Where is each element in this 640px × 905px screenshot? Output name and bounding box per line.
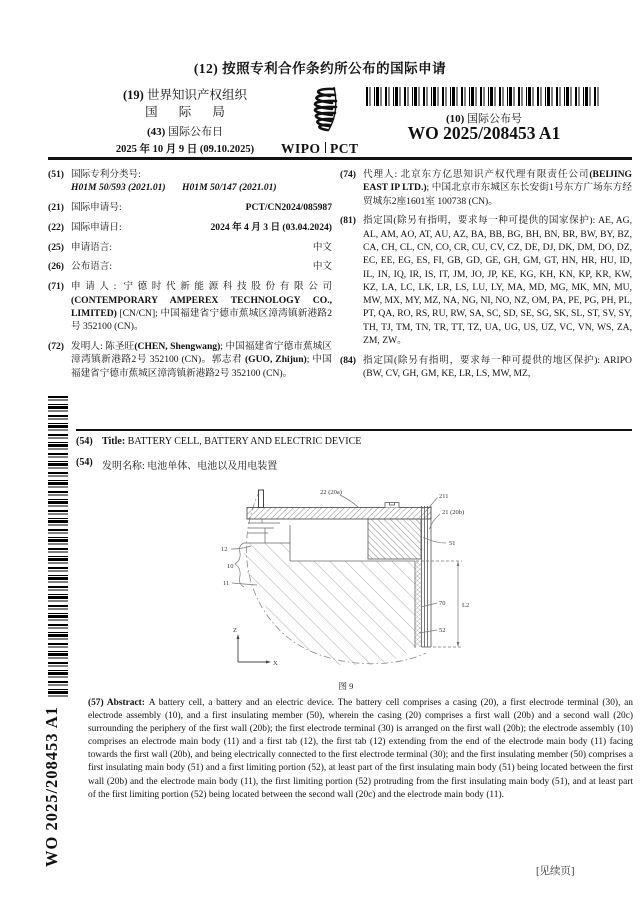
inventor2-name-cn: 郭志君: [211, 354, 245, 366]
pub-no-label: 国际公布号: [467, 113, 523, 125]
pct-text: PCT: [330, 141, 359, 156]
label-l2: L2: [462, 602, 470, 609]
barcode-side: [48, 396, 68, 699]
designated-content: [363, 214, 632, 347]
label-10: 10: [227, 563, 234, 570]
ipc-label: 国际专利分类号:: [71, 169, 141, 180]
logo-separator: [325, 142, 327, 153]
filing-lang-label: 申请语言:: [71, 241, 113, 253]
continued-note: [见续页]: [536, 866, 575, 877]
inid-71: (71): [48, 281, 64, 293]
pub-date-label: 国际公布日: [168, 126, 224, 138]
bibliographic-section: [48, 168, 632, 387]
applicant-name-cn: 宁德时代新能源科技股份有限公司: [123, 281, 332, 293]
inid-72: (72): [48, 340, 64, 352]
label-11: 11: [223, 580, 230, 587]
wipo-logo-block: [281, 85, 359, 157]
appno-content: [71, 201, 332, 214]
regional-content: [363, 354, 632, 381]
agent-name-en: (BEIJING EAST IP LTD.): [363, 169, 632, 194]
field-applicant: [48, 280, 332, 333]
agent-label: 代理人:: [363, 169, 401, 180]
label-70: 70: [439, 600, 446, 607]
inid-54-cn: (54): [76, 457, 93, 468]
inventor2-address: ; 中国福建省宁德市蕉城区漳湾镇新港路2号 352100 (CN)。: [71, 354, 333, 379]
field-filing-language: [48, 241, 332, 254]
filing-lang-content: [71, 241, 332, 254]
publication-number: WO 2025/208453 A1: [407, 123, 561, 143]
title-english: BATTERY CELL, BATTERY AND ELECTRIC DEVICE: [127, 436, 362, 447]
inid-57: (57) Abstract:: [88, 698, 149, 708]
field-regional-states: [340, 354, 632, 381]
terminal-notch: [385, 503, 399, 508]
wipo-text: WIPO: [281, 141, 321, 156]
appno-label: 国际申请号:: [71, 202, 122, 214]
terminal-pin: [259, 490, 264, 508]
title-chinese-line: [76, 457, 632, 472]
inid-84: (84): [340, 354, 356, 366]
label-12: 12: [221, 546, 228, 553]
inid-19: (19): [123, 88, 144, 102]
z-axis-arrow: [237, 634, 240, 639]
biblio-left-column: [48, 168, 332, 387]
inid-51: (51): [48, 169, 64, 180]
tab-weld-detail: [248, 519, 280, 543]
regional-states-list: ARIPO (BW, CV, GH, GM, KE, LR, LS, MW, MZ,: [363, 354, 632, 380]
org-name-line: [92, 87, 278, 104]
dim-arrow-top: [457, 561, 460, 566]
inventor2-name-en: (GUO, Zhijun): [244, 354, 307, 366]
inventor1-name-en: (CHEN, Shengwang): [134, 340, 221, 352]
designated-states-list: AE, AG, AL, AM, AO, AT, AU, AZ, BA, BB, BG, BH, BN, BR, BW, BY, BZ, CA, CH, CL, CN, CO, CR, CU, CV, CZ, DE, DJ, DK, DM, DO, DZ, EC, EE, EG, ES, FI, GB, GD, GE, GH, GM, GT, HN, HR, HU, ID, IL, IN, IQ, IR, IS, IT, JM, JO, JP, KE, KG, KH, KN, KP, KR, KW, KZ, LA, LC, LK, LR, LS, LU, LY, MA, MD, MG, MK, MN, MU, MW, MX, MY, MZ, NA, NG, NI, NO, NZ, OM, PA, PE, PG, PH, PL, PT, QA, RO, RS, RU, RW, SA, SC, SD, SE, SG, SK, SL, ST, SV, SY, TH, TJ, TM, TN, TR, TT, TZ, UA, UG, US, UZ, VC, VN, WS, ZA, ZM, ZW。: [363, 215, 633, 347]
agent-address: ; 中国北京市东城区东长安街1号东方广场东方经贸城东2座1601室 100738 (CN)。: [363, 182, 632, 207]
title-en-content: [102, 436, 632, 447]
inid-54-en: (54): [76, 436, 93, 447]
pub-lang-label: 公布语言:: [71, 261, 113, 273]
patent-figure: [218, 481, 482, 701]
inid-26: (26): [48, 261, 64, 273]
title-label: Title:: [102, 436, 128, 447]
inid-81: (81): [340, 215, 356, 227]
inid-10: (10): [445, 113, 465, 125]
appdate-content: [71, 221, 332, 234]
wipo-globe-icon: [294, 85, 342, 135]
appdate-label: 国际申请日:: [71, 221, 122, 233]
pub-date-label-line: [92, 124, 278, 141]
wipo-pct-wordmark: [281, 141, 359, 157]
limit-strip-hatch-2: [416, 561, 422, 647]
pub-date: 2025 年 10 月 9 日 (09.10.2025): [115, 144, 255, 155]
title-english-line: [76, 436, 632, 447]
inid-21: (21): [48, 202, 64, 214]
field-designated-states: [340, 214, 632, 347]
label-22-20a: 22 (20a): [320, 489, 342, 496]
dim-arrow-bottom: [457, 642, 460, 647]
ipc-class-1: H01M 50/593 (2021.01): [71, 182, 166, 194]
field-filing-date: [48, 221, 332, 234]
abstract-paragraph: [88, 697, 633, 802]
header-org-block: [92, 87, 278, 158]
applicant-name-en: (CONTEMPORARY AMPEREX TECHNOLOGY CO., LIMITED): [71, 294, 332, 319]
org-bureau: 国 际 局: [145, 105, 234, 119]
pub-lang-content: [71, 260, 332, 273]
org-name: 世界知识产权组织: [146, 88, 247, 102]
designated-label: 指定国(除另有指明，要求每一种可提供的国家保护):: [363, 215, 599, 227]
label-21-20b: 21 (20b): [442, 509, 465, 516]
inid-25: (25): [48, 241, 64, 253]
inventor-label: 发明人:: [71, 340, 106, 352]
ipc-class-2: H01M 50/147 (2021.01): [182, 182, 277, 194]
label-52: 52: [439, 627, 446, 634]
top-wall: [247, 508, 431, 520]
inventors-content: [71, 340, 332, 380]
biblio-right-column: [340, 168, 632, 387]
abstract-text: A battery cell, a battery and an electric device. The battery cell comprises a casing (20), a first electrode terminal (30), an electrode assembly (10), and a first insulating member (50), wherein the casing (20) comprises a first wall (20b) and a second wall (20c) surrounding the periphery of the first wall (20b); the first electrode terminal (30) is arranged on the first wall (20b); the electrode assembly (10) comprises an electrode main body (11) and a first tab (12), the first tab (12) extending from the end of the electrode main body (11) facing towards the first wall (20b), and being electrically connected to the first electrode terminal (30); and the first insulating member (50) comprises a first insulating main body (51) and a first limiting portion (52), at least part of the first insulating main body (51) being located between the first wall (20b) and the electrode main body (11), the first limiting portion (52) protruding from the first insulating main body (51), and at least part of the first limiting portion (52) being located between the second wall (20c) and the electrode main body (11).: [88, 698, 633, 800]
doc-type-line: (12) 按照专利合作条约所公布的国际申请: [193, 61, 447, 76]
applicant-address: [CN/CN]; 中国福建省宁德市蕉城区漳湾镇新港路2号 352100 (CN)。: [71, 307, 332, 333]
title-chinese: 电池单体、电池以及用电装置: [147, 461, 278, 472]
appno-value: PCT/CN2024/085987: [245, 202, 332, 214]
ipc-content: [71, 168, 332, 195]
figure-caption: 图 9: [338, 681, 354, 691]
inventor1-name-cn: 陈圣旺: [105, 340, 135, 352]
header-divider: [48, 157, 632, 160]
field-publication-language: [48, 260, 332, 273]
title-divider: [76, 429, 632, 431]
field-agent: [340, 168, 632, 208]
label-211: 211: [439, 493, 449, 500]
pub-lang-value: 中文: [312, 261, 332, 273]
label-51: 51: [449, 540, 456, 547]
label-axis-x: X: [273, 660, 278, 667]
vertical-publication-number: WO 2025/208453 A1: [42, 706, 61, 868]
inid-22: (22): [48, 221, 64, 233]
x-axis-arrow: [266, 661, 271, 664]
title-cn-label: 发明名称:: [102, 461, 148, 472]
field-application-number: [48, 201, 332, 214]
applicant-label: 申请人:: [71, 281, 124, 293]
barcode-top: [366, 87, 602, 106]
inventor1-address: ; 中国福建省宁德市蕉城区漳湾镇新港路2号 352100 (CN)。: [71, 340, 332, 366]
agent-name-cn: 北京东方亿思知识产权代理有限责任公司: [400, 169, 590, 180]
agent-content: [363, 168, 632, 208]
coordinate-axes: [238, 637, 268, 662]
appdate-value: 2024 年 4 月 3 日 (03.04.2024): [210, 221, 332, 233]
figure-9-drawing: [218, 481, 482, 701]
field-ipc: [48, 168, 332, 195]
label-axis-z: Z: [233, 627, 237, 634]
inid-74: (74): [340, 169, 356, 180]
insulator-block: [368, 519, 421, 559]
filing-lang-value: 中文: [312, 241, 332, 253]
title-cn-content: [102, 457, 632, 472]
field-inventors: [48, 340, 332, 380]
applicant-content: [71, 280, 332, 333]
regional-label: 指定国(除另有指明，要求每一种可提供的地区保护):: [363, 354, 604, 366]
inid-43: (43): [146, 126, 166, 138]
side-wall-strips: [422, 506, 432, 647]
